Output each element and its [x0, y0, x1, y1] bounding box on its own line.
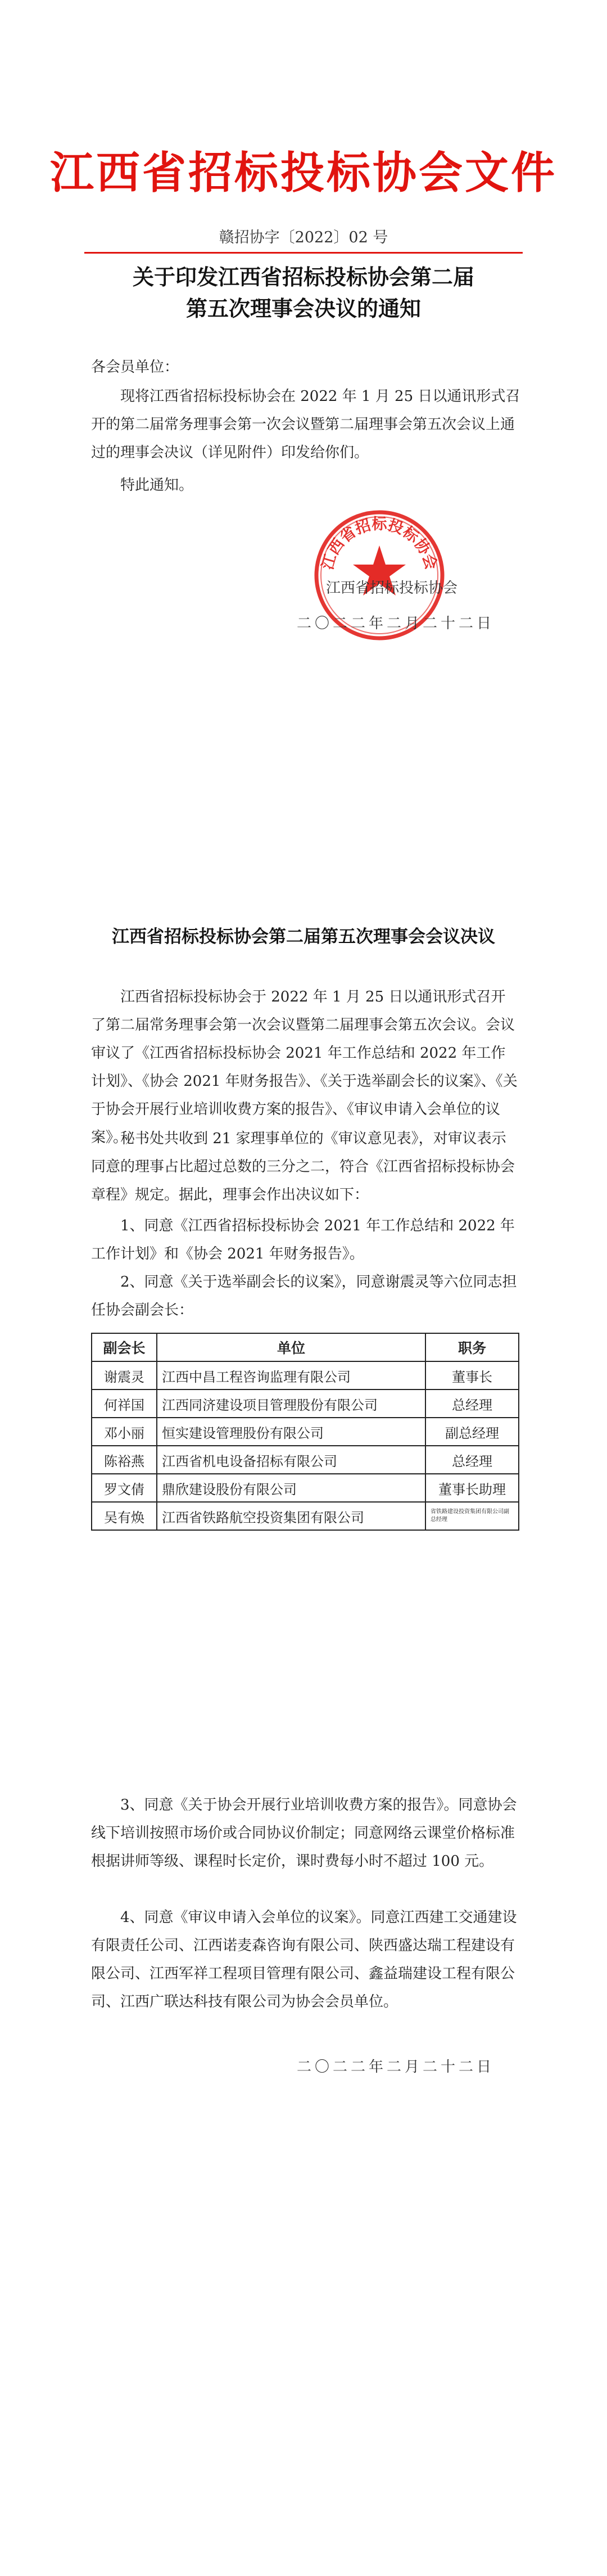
notice-signature-date: 二〇二二年二月二十二日 — [297, 615, 495, 632]
resolution-votes: 秘书处共收到 21 家理事单位的《审议意见表》，对审议表示同意的理事占比超过总数的三分之二，符合《江西省招标投标协会章程》规定。据此，理事会作出决议如下： — [91, 1130, 515, 1203]
table-row — [92, 1474, 519, 1502]
notice-signature-org: 江西省招标投标协会 — [326, 580, 458, 597]
table-cell-position: 总经理 — [425, 1446, 519, 1474]
table-cell-unit: 恒实建设管理股份有限公司 — [157, 1418, 425, 1446]
resolution-title: 江西省招标投标协会第二届第五次理事会会议决议 — [112, 927, 495, 947]
document-number: 赣招协字〔2022〕02 号 — [219, 229, 388, 246]
table-row — [92, 1389, 519, 1418]
table-cell-position: 副总经理 — [425, 1418, 519, 1446]
vice-president-table — [91, 1333, 519, 1531]
document-header-title: 江西省招标投标协会文件 — [49, 148, 557, 198]
resolution-item-1: 1、同意《江西省招标投标协会 2021 年工作总结和 2022 年工作计划》和《协会 2021 年财务报告》。 — [91, 1217, 515, 1262]
table-cell-position: 董事长 — [425, 1361, 519, 1389]
table-header-unit: 单位 — [157, 1333, 425, 1361]
table-row — [92, 1418, 519, 1446]
table-cell-position: 省铁路建设投资集团有限公司副总经理 — [425, 1502, 519, 1530]
notice-salutation: 各会员单位： — [91, 359, 179, 376]
notice-title — [0, 261, 607, 324]
table-cell-name: 陈裕燕 — [92, 1446, 157, 1474]
resolution-item-4: 4、同意《审议申请入会单位的议案》。同意江西建工交通建设有限责任公司、江西诺麦森咨询有限公司、陕西盛达瑞工程建设有限公司、江西军祥工程项目管理有限公司、鑫益瑞建设工程有限公司、江西广联达科技有限公司为协会会员单位。 — [91, 1909, 517, 2010]
table-cell-name: 罗文倩 — [92, 1474, 157, 1502]
table-cell-name: 谢震灵 — [92, 1361, 157, 1389]
table-row — [92, 1502, 519, 1530]
table-header-name: 副会长 — [92, 1333, 157, 1361]
table-row — [92, 1446, 519, 1474]
resolution-item-3: 3、同意《关于协会开展行业培训收费方案的报告》。同意协会线下培训按照市场价或合同协议价制定；同意网络云课堂价格标准根据讲师等级、课程时长定价，课时费每小时不超过 100 元。 — [91, 1797, 517, 1870]
table-cell-unit: 江西省铁路航空投资集团有限公司 — [157, 1502, 425, 1530]
notice-title-line2: 第五次理事会决议的通知 — [185, 296, 421, 321]
resolution-signature-date: 二〇二二年二月二十二日 — [297, 2059, 495, 2076]
notice-title-line1: 关于印发江西省招标投标协会第二届 — [132, 264, 474, 290]
resolution-intro: 江西省招标投标协会于 2022 年 1 月 25 日以通讯形式召开了第二届常务理事会第一次会议暨第二届理事会第五次会议。会议审议了《江西省招标投标协会 2021 年工作总结和 2022 年工作计划》、《协会 2021 年财务报告》、《关于选举副会长的议案》、《关于协会开展行业培训收费方案的报告》、《审议申请入会单位的议案》。 — [91, 989, 518, 1146]
notice-paragraph-2: 特此通知。 — [120, 477, 194, 494]
table-header-row — [92, 1333, 519, 1361]
table-cell-name: 何祥国 — [92, 1389, 157, 1418]
table-cell-name: 吴有焕 — [92, 1502, 157, 1530]
table-cell-unit: 鼎欣建设股份有限公司 — [157, 1474, 425, 1502]
table-cell-unit: 江西省机电设备招标有限公司 — [157, 1446, 425, 1474]
table-row — [92, 1361, 519, 1389]
table-cell-position: 董事长助理 — [425, 1474, 519, 1502]
table-cell-unit: 江西同济建设项目管理股份有限公司 — [157, 1389, 425, 1418]
notice-paragraph-1: 现将江西省招标投标协会在 2022 年 1 月 25 日以通讯形式召开的第二届常务理事会第一次会议暨第二届理事会第五次会议上通过的理事会决议（详见附件）印发给你们。 — [91, 388, 520, 461]
table-cell-name: 邓小丽 — [92, 1418, 157, 1446]
table-cell-position: 总经理 — [425, 1389, 519, 1418]
header-red-divider — [84, 252, 523, 254]
table-cell-unit: 江西中昌工程咨询监理有限公司 — [157, 1361, 425, 1389]
resolution-item-2: 2、同意《关于选举副会长的议案》，同意谢震灵等六位同志担任协会副会长： — [91, 1274, 517, 1319]
svg-text:江西省招标投标协会: 江西省招标投标协会 — [319, 516, 440, 572]
table-header-position: 职务 — [425, 1333, 519, 1361]
